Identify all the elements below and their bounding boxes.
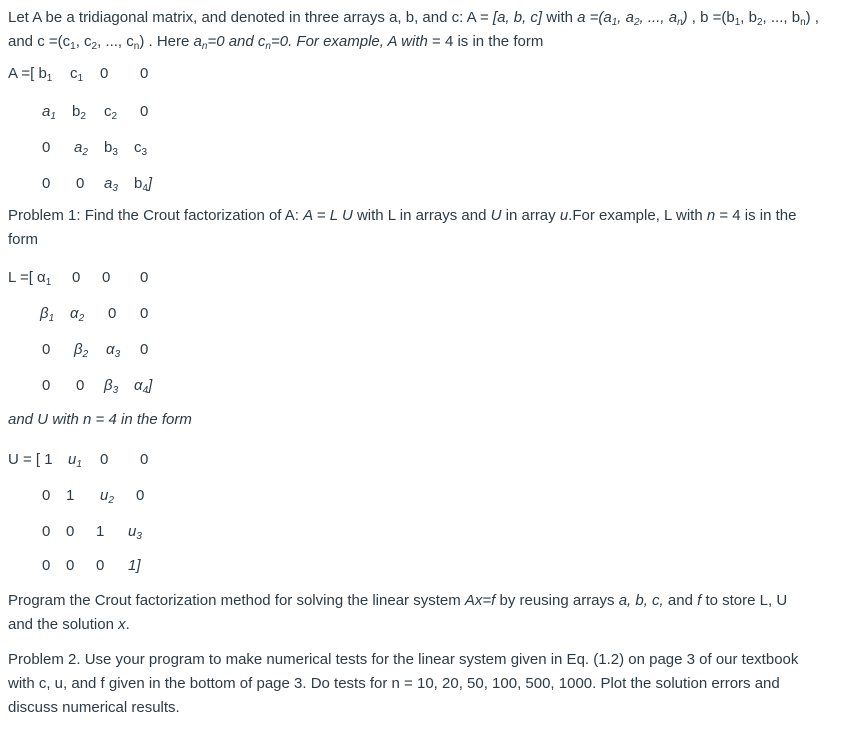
program-text-3: and (663, 592, 698, 609)
intro-line-1 (8, 6, 848, 30)
l-r4-c4: $\alpha_4$] (134, 377, 153, 396)
l-r1-c3: 0 (102, 269, 111, 286)
problem-1-text: Problem 1: Find the Crout factorization of A: (8, 207, 304, 224)
intro-line-2 (8, 30, 848, 54)
u-r2-c2: 1 (66, 487, 75, 504)
l-r2-c1: $\beta_1$ (40, 305, 55, 324)
u-r2-c4: 0 (136, 487, 145, 504)
u-r3-c4: $u_3$ (128, 523, 142, 542)
program-paragraph (8, 589, 848, 637)
matrix-a-row-1 (8, 64, 308, 84)
u-intro-line (8, 408, 192, 432)
l-r4-c3: $\beta_3$ (104, 377, 119, 396)
problem-1-equation: A = L U (303, 207, 353, 224)
matrix-u-row-2 (8, 486, 308, 506)
l-r1-c1: L =[ $\alpha_1$ (8, 269, 52, 288)
program-line-1 (8, 589, 848, 613)
u-r2-c1: 0 (42, 487, 51, 504)
a-r2-c3: $c_2$ (104, 103, 118, 122)
l-r1-c2: 0 (72, 269, 81, 286)
intro-paragraph (8, 6, 848, 54)
a-r1-c3: 0 (100, 65, 109, 82)
matrix-u-row-3 (8, 522, 308, 542)
intro-with: with (542, 9, 578, 26)
program-text-4: to store L, U (701, 592, 788, 609)
a-r3-c1: 0 (42, 139, 51, 156)
problem-1-n: n (706, 207, 716, 224)
a-r1-c1: A =[ $b_1$ (8, 65, 53, 84)
u-r1-c3: 0 (100, 451, 109, 468)
a-r1-c2: $c_1$ (70, 65, 84, 84)
u-intro-text: and U with n = 4 in the form (8, 411, 192, 428)
intro-text: Let A be a tridiagonal matrix, and denoted in three arrays a, b, and c: A = (8, 9, 493, 26)
problem-1-paragraph (8, 204, 848, 252)
l-r3-c2: $\beta_2$ (74, 341, 89, 360)
intro-b-def: , $b =(b_1$, $b_2$, ..., $b_n$) , (687, 9, 819, 28)
program-x: x (118, 616, 126, 633)
problem-1-u: U (490, 207, 502, 224)
l-r1-c4: 0 (140, 269, 149, 286)
a-r2-c1: $a_1$ (42, 103, 56, 122)
u-r3-c3: 1 (96, 523, 105, 540)
u-r4-c2: 0 (66, 557, 75, 574)
l-r3-c1: 0 (42, 341, 51, 358)
problem-1-text-5: = 4 is in the (715, 207, 797, 224)
u-r4-c1: 0 (42, 557, 51, 574)
program-equation: Ax=f (464, 592, 496, 609)
a-r3-c4: $c_3$ (134, 139, 148, 158)
problem-1-array-u: u (559, 207, 569, 224)
l-r4-c1: 0 (42, 377, 51, 394)
matrix-a-row-4 (8, 174, 308, 194)
problem-1-text-2: with L in arrays and (352, 207, 491, 224)
a-r2-c4: 0 (140, 103, 149, 120)
program-text-1: Program the Crout factorization method for solving the linear system (8, 592, 465, 609)
a-r2-c2: $b_2$ (72, 103, 86, 122)
program-text-6: . (125, 616, 130, 633)
matrix-l-row-4 (8, 376, 308, 396)
problem-2-line-1: Problem 2. Use your program to make numerical tests for the linear system given in Eq. (1.2) on page 3 of our textbook (8, 651, 799, 668)
u-r1-c4: 0 (140, 451, 149, 468)
matrix-u-row-4 (8, 556, 308, 576)
problem-1-line-1 (8, 204, 848, 228)
a-r3-c3: $b_3$ (104, 139, 118, 158)
u-r3-c1: 0 (42, 523, 51, 540)
a-r4-c1: 0 (42, 175, 51, 192)
intro-c-def: and $c =(c_1$, $c_2$, ..., $c_n$) . Here (8, 33, 194, 52)
a-r1-c4: 0 (140, 65, 149, 82)
intro-an-cn: $a_n=0$ and $c_n=0$. For example, A with (193, 33, 433, 52)
a-r4-c4: $b_4$] (134, 175, 153, 194)
intro-tail: = 4 is in the form (432, 33, 544, 50)
matrix-a-row-2 (8, 102, 308, 122)
matrix-l-row-1 (8, 268, 308, 288)
program-text-2: by reusing arrays (495, 592, 619, 609)
problem-1-text-4: .For example, L with (568, 207, 707, 224)
problem-2-paragraph (8, 648, 848, 720)
intro-a-def: $a =(a_1$, $a_2$, ..., $a_n$) (577, 9, 688, 28)
l-r2-c4: 0 (140, 305, 149, 322)
intro-bracket: [a, b, c] (492, 9, 543, 26)
problem-1-text-3: in array (501, 207, 560, 224)
a-r4-c2: 0 (76, 175, 85, 192)
u-r4-c4: 1] (128, 557, 141, 574)
problem-1-line-2: form (8, 231, 38, 248)
program-f: f (697, 592, 702, 609)
program-line-2 (8, 613, 848, 637)
matrix-a-row-3 (8, 138, 308, 158)
matrix-u-row-1 (8, 450, 308, 470)
matrix-l-row-3 (8, 340, 308, 360)
matrix-l-row-2 (8, 304, 308, 324)
a-r4-c3: $a_3$ (104, 175, 118, 194)
l-r3-c4: 0 (140, 341, 149, 358)
problem-2-line-2: with c, u, and f given in the bottom of page 3. Do tests for n = 10, 20, 50, 100, 500, 1000. Plot the solution errors and (8, 675, 780, 692)
l-r2-c3: 0 (108, 305, 117, 322)
u-r1-c1: U = [ 1 (8, 451, 53, 468)
a-r3-c2: $a_2$ (74, 139, 88, 158)
u-r4-c3: 0 (96, 557, 105, 574)
l-r3-c3: $\alpha_3$ (106, 341, 121, 360)
l-r4-c2: 0 (76, 377, 85, 394)
program-arrays: a, b, c, (618, 592, 664, 609)
u-r2-c3: $u_2$ (100, 487, 114, 506)
u-r3-c2: 0 (66, 523, 75, 540)
u-r1-c2: $u_1$ (68, 451, 82, 470)
program-text-5: and the solution (8, 616, 119, 633)
l-r2-c2: $\alpha_2$ (70, 305, 85, 324)
problem-2-line-3: discuss numerical results. (8, 699, 180, 716)
